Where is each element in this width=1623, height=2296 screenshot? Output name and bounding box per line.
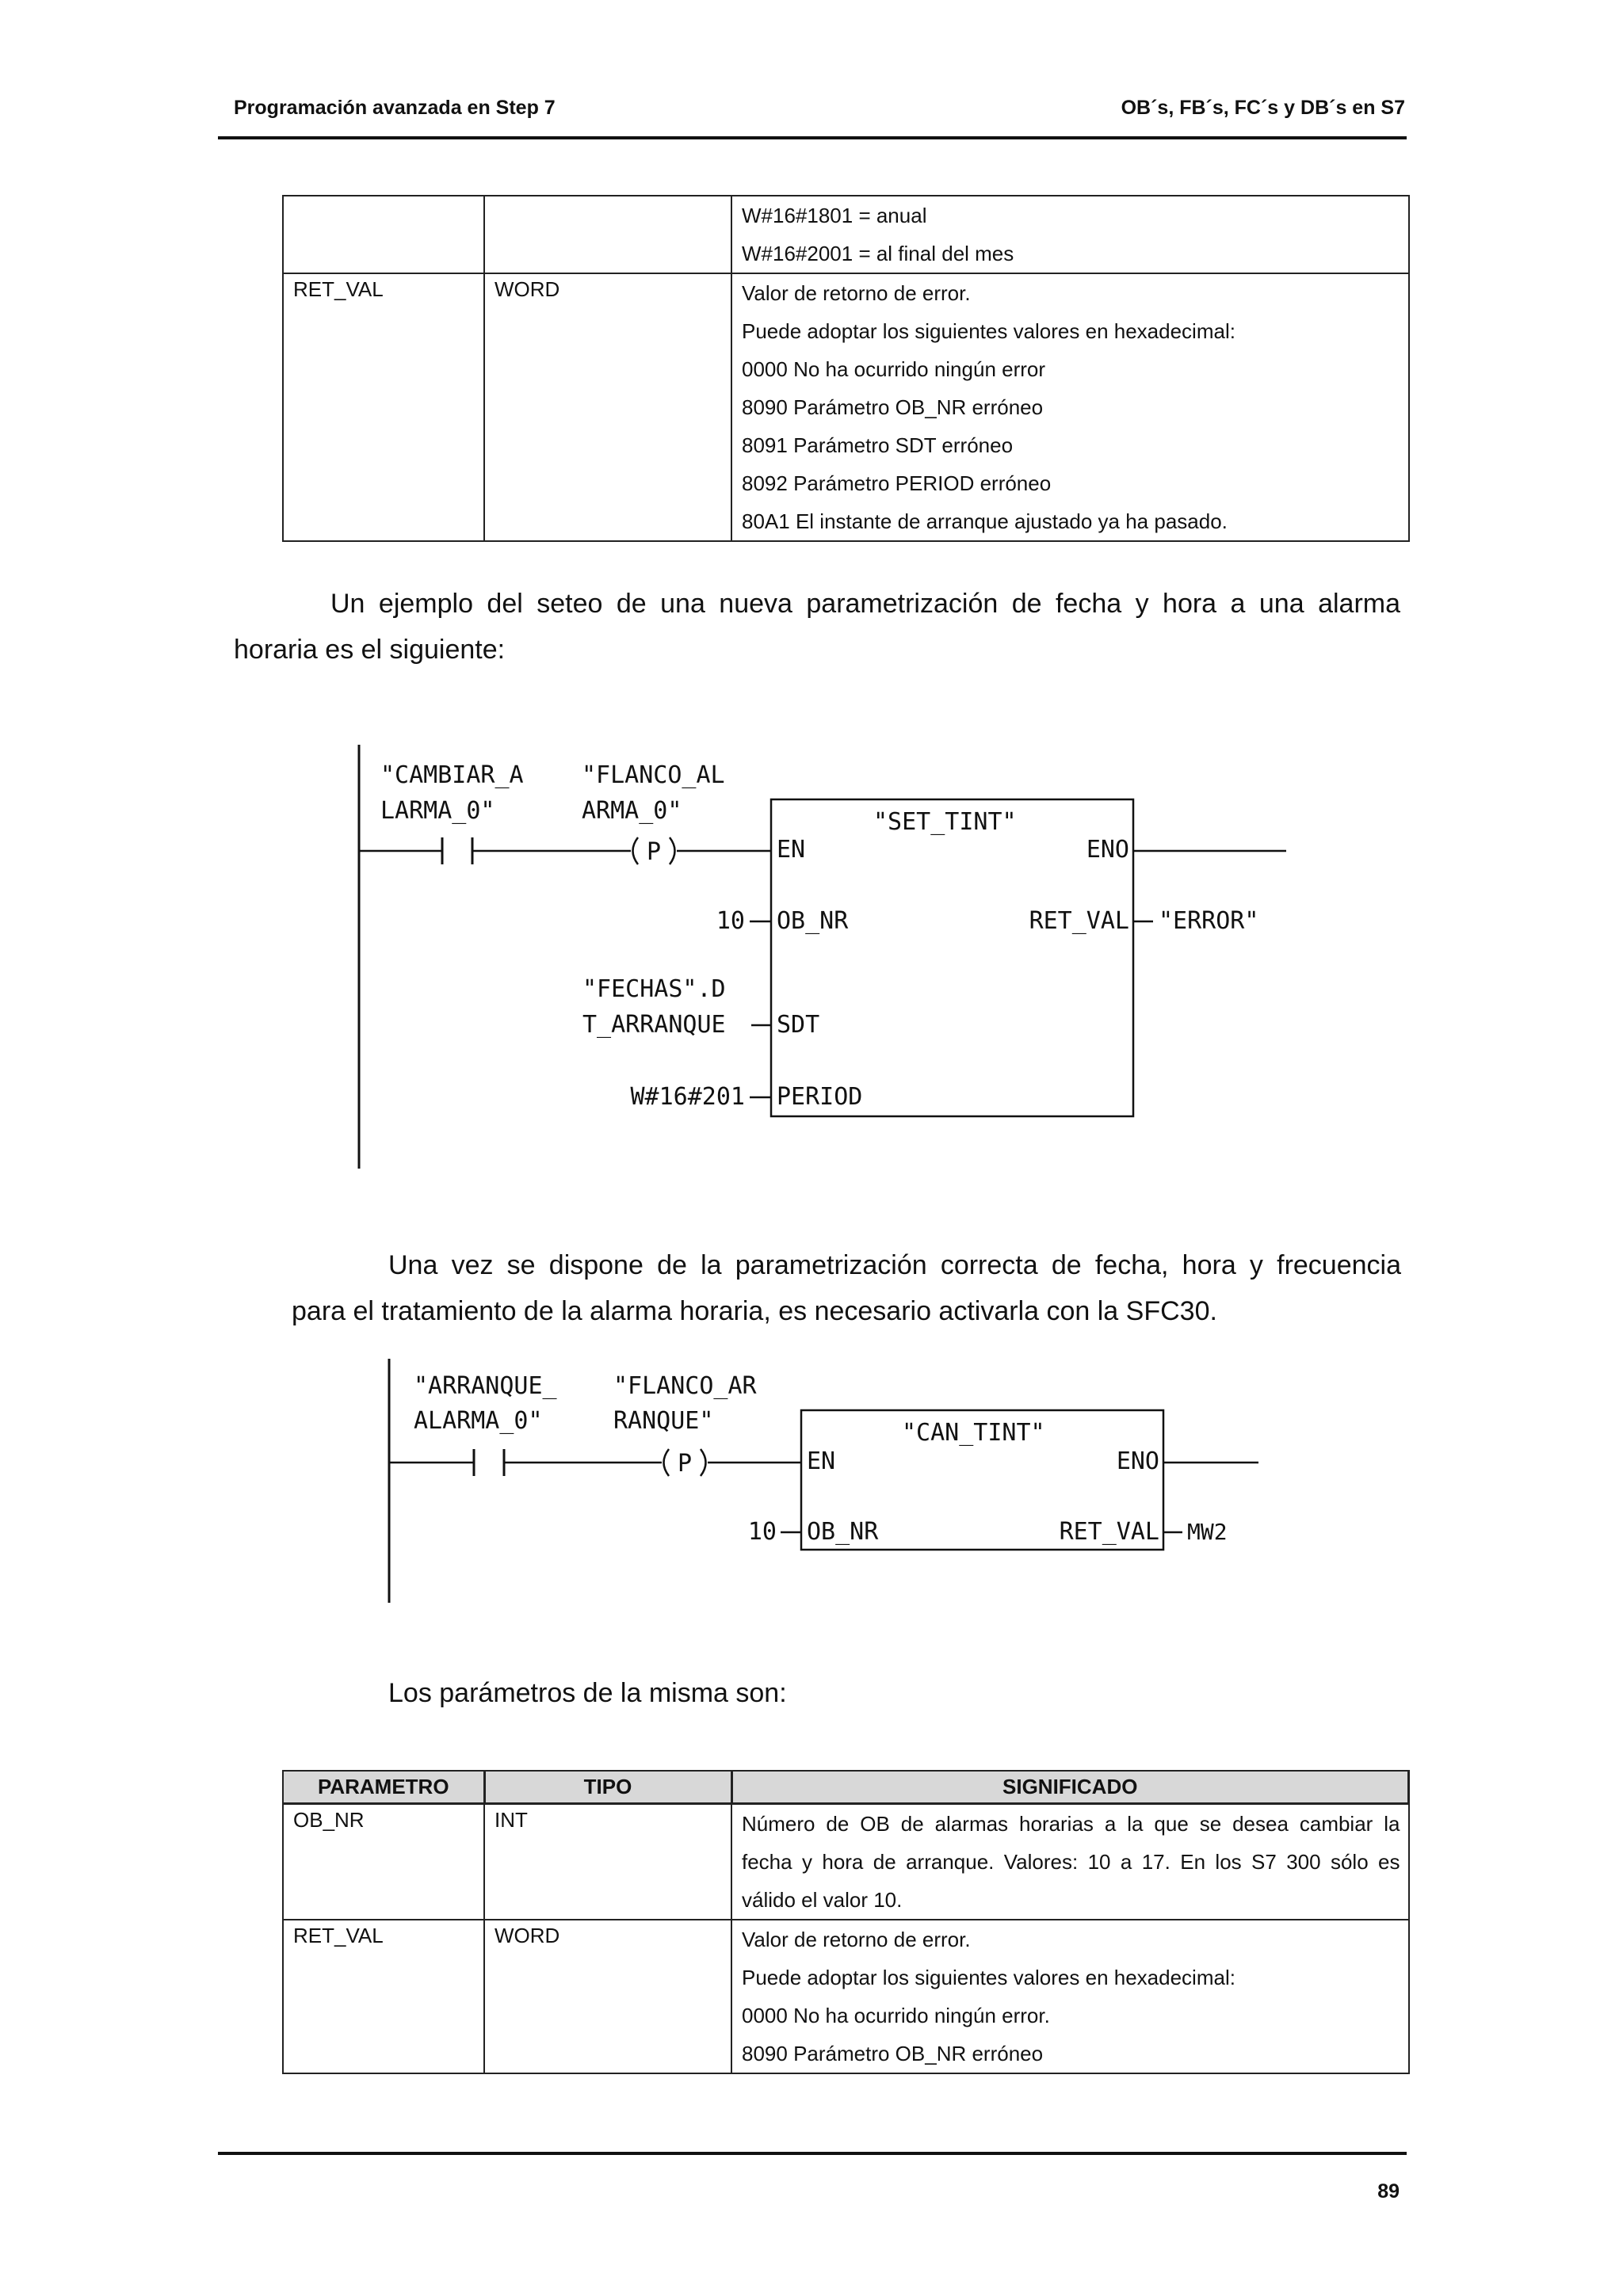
table-row — [283, 196, 1409, 273]
paragraph-line: Los parámetros de la misma son: — [388, 1678, 787, 1708]
meaning-cell — [731, 273, 1409, 541]
meaning-line: válido el valor 10. — [742, 1888, 903, 1912]
pin-period: PERIOD — [777, 1083, 863, 1111]
contact-label-line: "ARRANQUE_ — [414, 1372, 557, 1400]
edge-coil-left — [633, 837, 639, 864]
edge-coil-symbol: P — [647, 838, 662, 866]
edge-label-line: RANQUE" — [613, 1407, 714, 1435]
body-paragraph-2 — [292, 1242, 1401, 1334]
input-value-ob-nr: 10 — [747, 1518, 777, 1546]
input-value-period: W#16#201 — [630, 1083, 745, 1111]
meaning-line: 0000 No ha ocurrido ningún error. — [742, 2004, 1050, 2027]
contact-label-line: ALARMA_0" — [414, 1407, 543, 1435]
edge-coil-left — [664, 1449, 670, 1476]
meaning-line: W#16#1801 = anual — [742, 204, 927, 227]
footer-rule — [218, 2152, 1407, 2155]
ladder-diagram-set-tint — [349, 741, 1316, 1177]
parameters-table-continued — [282, 195, 1410, 542]
meaning-line: 80A1 El instante de arranque ajustado ya ha pasado. — [742, 509, 1228, 533]
param-cell: OB_NR — [283, 1804, 484, 1920]
contact-label-line: LARMA_0" — [380, 797, 495, 825]
type-cell: INT — [484, 1804, 731, 1920]
pin-eno: ENO — [1116, 1447, 1159, 1475]
meaning-line: Puede adoptar los siguientes valores en hexadecimal: — [742, 319, 1235, 343]
pin-en: EN — [807, 1447, 836, 1475]
meaning-line: W#16#2001 = al final del mes — [742, 242, 1014, 265]
table-row — [283, 273, 1409, 541]
function-block-name: "SET_TINT" — [873, 808, 1017, 836]
param-cell: RET_VAL — [283, 273, 484, 541]
function-block-box — [771, 799, 1133, 1116]
input-value-ob-nr: 10 — [716, 907, 745, 935]
meaning-line: 8091 Parámetro SDT erróneo — [742, 433, 1014, 457]
function-block-name: "CAN_TINT" — [902, 1419, 1045, 1447]
page-number: 89 — [1377, 2180, 1400, 2203]
param-cell: RET_VAL — [283, 1920, 484, 2073]
pin-ob-nr: OB_NR — [807, 1518, 879, 1546]
table-row — [283, 1920, 1409, 2073]
table-header-row — [283, 1771, 1409, 1804]
meaning-line: 8090 Parámetro OB_NR erróneo — [742, 395, 1044, 419]
column-header-significado: SIGNIFICADO — [731, 1771, 1409, 1804]
meaning-line: 8090 Parámetro OB_NR erróneo — [742, 2042, 1044, 2065]
header-rule — [218, 136, 1407, 139]
running-header-section: OB´s, FB´s, FC´s y DB´s en S7 — [1121, 97, 1405, 119]
meaning-line: 8092 Parámetro PERIOD erróneo — [742, 471, 1052, 495]
param-cell — [283, 196, 484, 273]
edge-label-line: "FLANCO_AL — [582, 761, 725, 789]
meaning-cell — [731, 196, 1409, 273]
paragraph-line: para el tratamiento de la alarma horaria, es necesario activarla con la SFC30. — [292, 1296, 1217, 1326]
type-cell: WORD — [484, 1920, 731, 2073]
type-cell: WORD — [484, 273, 731, 541]
column-header-tipo: TIPO — [484, 1771, 731, 1804]
output-value-ret-val: MW2 — [1187, 1519, 1228, 1545]
output-value-ret-val: "ERROR" — [1159, 907, 1259, 935]
table-row — [283, 1804, 1409, 1920]
meaning-cell — [731, 1920, 1409, 2073]
column-header-parametro: PARAMETRO — [283, 1771, 484, 1804]
contact-label-line: "CAMBIAR_A — [380, 761, 524, 789]
meaning-line: fecha y hora de arranque. Valores: 10 a 17. En los S7 300 sólo es — [742, 1850, 1400, 1874]
running-header-title: Programación avanzada en Step 7 — [234, 97, 556, 119]
edge-label-line: "FLANCO_AR — [613, 1372, 757, 1400]
meaning-line: Número de OB de alarmas horarias a la que se desea cambiar la — [742, 1812, 1400, 1836]
pin-ob-nr: OB_NR — [777, 907, 849, 935]
meaning-line: Puede adoptar los siguientes valores en hexadecimal: — [742, 1966, 1235, 1989]
type-cell — [484, 196, 731, 273]
body-paragraph-1 — [234, 581, 1400, 673]
meaning-line: 0000 No ha ocurrido ningún error — [742, 357, 1046, 381]
paragraph-line: horaria es el siguiente: — [234, 635, 506, 665]
pin-eno: ENO — [1086, 836, 1129, 864]
edge-label-line: ARMA_0" — [582, 797, 682, 825]
paragraph-line: Un ejemplo del seteo de una nueva parametrización de fecha y hora a una alarma — [330, 589, 1400, 619]
paragraph-line: Una vez se dispone de la parametrización correcta de fecha, hora y frecuencia — [388, 1250, 1401, 1280]
edge-coil-right — [670, 837, 675, 864]
meaning-line: Valor de retorno de error. — [742, 1928, 971, 1951]
pin-en: EN — [777, 836, 806, 864]
parameters-table — [282, 1770, 1410, 2074]
meaning-cell — [731, 1804, 1409, 1920]
pin-ret-val: RET_VAL — [1059, 1518, 1159, 1546]
edge-coil-symbol: P — [678, 1450, 693, 1478]
pin-ret-val: RET_VAL — [1029, 907, 1129, 935]
input-value-sdt-line: T_ARRANQUE — [582, 1011, 726, 1039]
pin-sdt: SDT — [777, 1011, 820, 1039]
input-value-sdt-line: "FECHAS".D — [582, 975, 726, 1003]
meaning-line: Valor de retorno de error. — [742, 281, 971, 305]
body-paragraph-3 — [388, 1670, 787, 1716]
edge-coil-right — [701, 1449, 706, 1476]
ladder-diagram-can-tint — [379, 1355, 1282, 1608]
